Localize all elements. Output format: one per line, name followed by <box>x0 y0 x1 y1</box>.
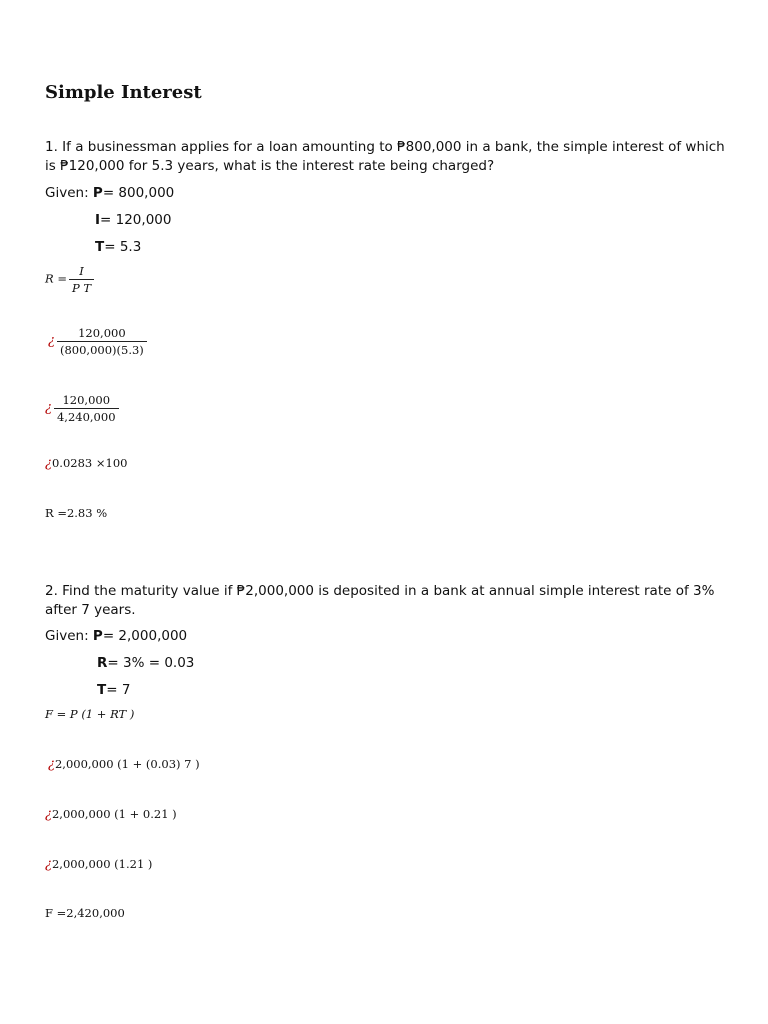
formula-rate <box>45 264 94 295</box>
given-i-1 <box>95 212 171 228</box>
fraction <box>69 264 94 295</box>
given-p-2 <box>45 628 187 644</box>
formula-lhs: R = <box>45 271 67 286</box>
step-2-2 <box>45 807 177 822</box>
given-label: Given: <box>45 628 93 644</box>
var-t-value: = 7 <box>106 682 131 698</box>
given-r-2 <box>97 655 194 671</box>
placeholder-symbol: ¿ <box>48 757 55 772</box>
fraction <box>57 326 147 357</box>
given-p-1 <box>45 185 174 201</box>
fraction-denominator: 4,240,000 <box>56 410 116 424</box>
var-i-value: = 120,000 <box>100 212 172 228</box>
step-2-3 <box>45 857 152 872</box>
fraction-numerator: I <box>69 264 94 280</box>
step-expression: 2,000,000 (1 + (0.03) 7 ) <box>54 757 200 771</box>
var-i-label: I <box>95 212 101 228</box>
result-1 <box>45 506 107 520</box>
given-t-1 <box>95 239 141 255</box>
placeholder-symbol: ¿ <box>45 857 52 872</box>
fraction <box>54 393 119 424</box>
step-expression: 0.0283 ×100 <box>51 456 128 470</box>
var-t-label: T <box>97 682 107 698</box>
fraction-denominator: (800,000)(5.3) <box>59 343 144 357</box>
var-p-value: = 2,000,000 <box>102 628 188 644</box>
result-expression: R =2.83 % <box>45 506 108 520</box>
fraction-denominator: P T <box>71 281 92 295</box>
placeholder-symbol: ¿ <box>45 400 52 416</box>
question-2: 2. Find the maturity value if ₱2,000,000 is deposited in a bank at annual simple interest rate of 3% after 7 years. <box>45 583 715 618</box>
given-t-2 <box>97 682 130 698</box>
placeholder-symbol: ¿ <box>45 807 52 822</box>
step-1-3 <box>45 456 127 471</box>
formula-maturity <box>45 707 134 721</box>
var-t-value: = 5.3 <box>104 239 142 255</box>
var-p-value: = 800,000 <box>102 185 175 201</box>
step-expression: 2,000,000 (1 + 0.21 ) <box>51 807 177 821</box>
fraction-numerator: 120,000 <box>57 326 147 342</box>
var-p-label: P <box>92 628 103 644</box>
var-p-label: P <box>92 185 103 201</box>
result-expression: F =2,420,000 <box>45 906 125 920</box>
var-r-value: = 3% = 0.03 <box>107 655 195 671</box>
page-title: Simple Interest <box>45 82 202 103</box>
question-1: 1. If a businessman applies for a loan amounting to ₱800,000 in a bank, the simple interest of which is ₱120,000 for 5.3 years, what is the interest rate being charged? <box>45 139 725 174</box>
placeholder-symbol: ¿ <box>45 456 52 471</box>
step-2-1 <box>48 757 200 772</box>
result-2 <box>45 906 125 920</box>
var-r-label: R <box>97 655 108 671</box>
fraction-numerator: 120,000 <box>54 393 119 409</box>
step-expression: 2,000,000 (1.21 ) <box>51 857 153 871</box>
placeholder-symbol: ¿ <box>48 333 55 349</box>
var-t-label: T <box>95 239 105 255</box>
step-1-2 <box>45 393 119 424</box>
step-1-1 <box>48 326 147 357</box>
formula-expression: F = P (1 + RT ) <box>45 707 135 721</box>
given-label: Given: <box>45 185 93 201</box>
